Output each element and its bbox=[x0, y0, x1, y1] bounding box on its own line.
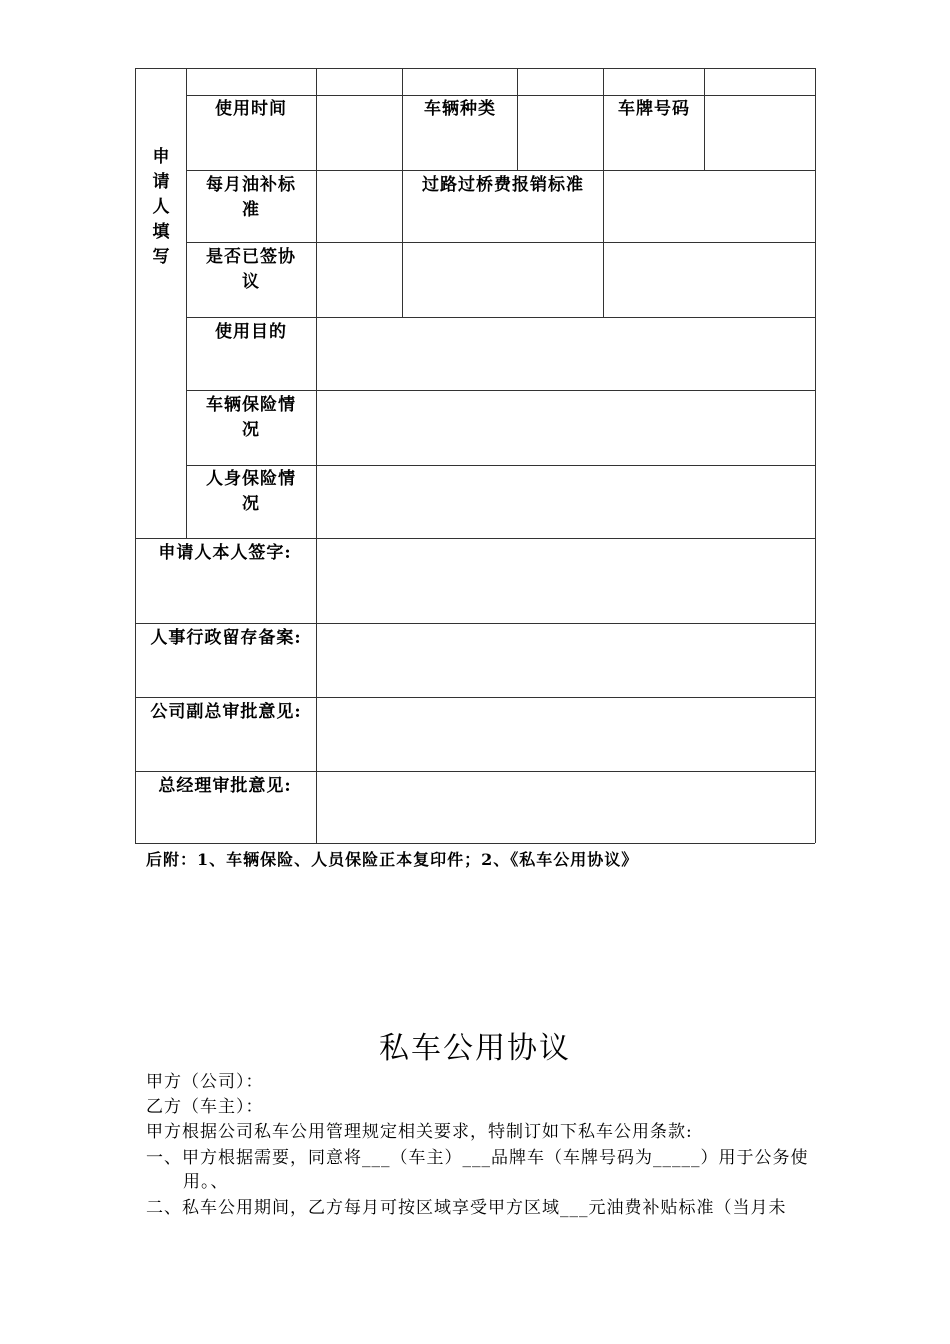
label-agreement-signed: 是否已签协议 bbox=[206, 247, 296, 292]
party-b-line: 乙方（车主）： bbox=[146, 1097, 264, 1117]
party-a-line: 甲方（公司）： bbox=[146, 1072, 264, 1092]
label-gm-approval: 总经理审批意见: bbox=[158, 776, 292, 796]
attachment-note: 后附：1、车辆保险、人员保险正本复印件；2、《私车公用协议》 bbox=[146, 850, 639, 869]
agreement-intro: 甲方根据公司私车公用管理规定相关要求，特制订如下私车公用条款: bbox=[146, 1122, 693, 1142]
clause-2-line-1: 二、私车公用期间，乙方每月可按区域享受甲方区域___元油费补贴标准（当月未 bbox=[146, 1198, 787, 1218]
label-plate-number: 车牌号码 bbox=[618, 99, 690, 119]
section-label-applicant: 申 请 人 填 写 bbox=[152, 147, 170, 267]
label-personal-insurance: 人身保险情况 bbox=[206, 469, 296, 514]
label-vehicle-insurance: 车辆保险情况 bbox=[206, 395, 296, 440]
label-purpose: 使用目的 bbox=[215, 322, 287, 342]
label-applicant-signature: 申请人本人签字: bbox=[158, 543, 292, 563]
label-monthly-fuel: 每月油补标准 bbox=[206, 175, 296, 220]
label-hr-record: 人事行政留存备案: bbox=[150, 628, 302, 648]
agreement-title: 私车公用协议 bbox=[379, 1031, 571, 1066]
label-vehicle-type: 车辆种类 bbox=[424, 99, 496, 119]
clause-1-line-1: 一、甲方根据需要，同意将___（车主）___品牌车（车牌号码为_____）用于公务使 bbox=[146, 1148, 809, 1168]
label-vp-approval: 公司副总审批意见: bbox=[150, 702, 302, 722]
label-usage-time: 使用时间 bbox=[215, 99, 287, 119]
label-toll-standard: 过路过桥费报销标准 bbox=[422, 175, 584, 195]
clause-1-line-2: 用。、 bbox=[183, 1172, 229, 1192]
